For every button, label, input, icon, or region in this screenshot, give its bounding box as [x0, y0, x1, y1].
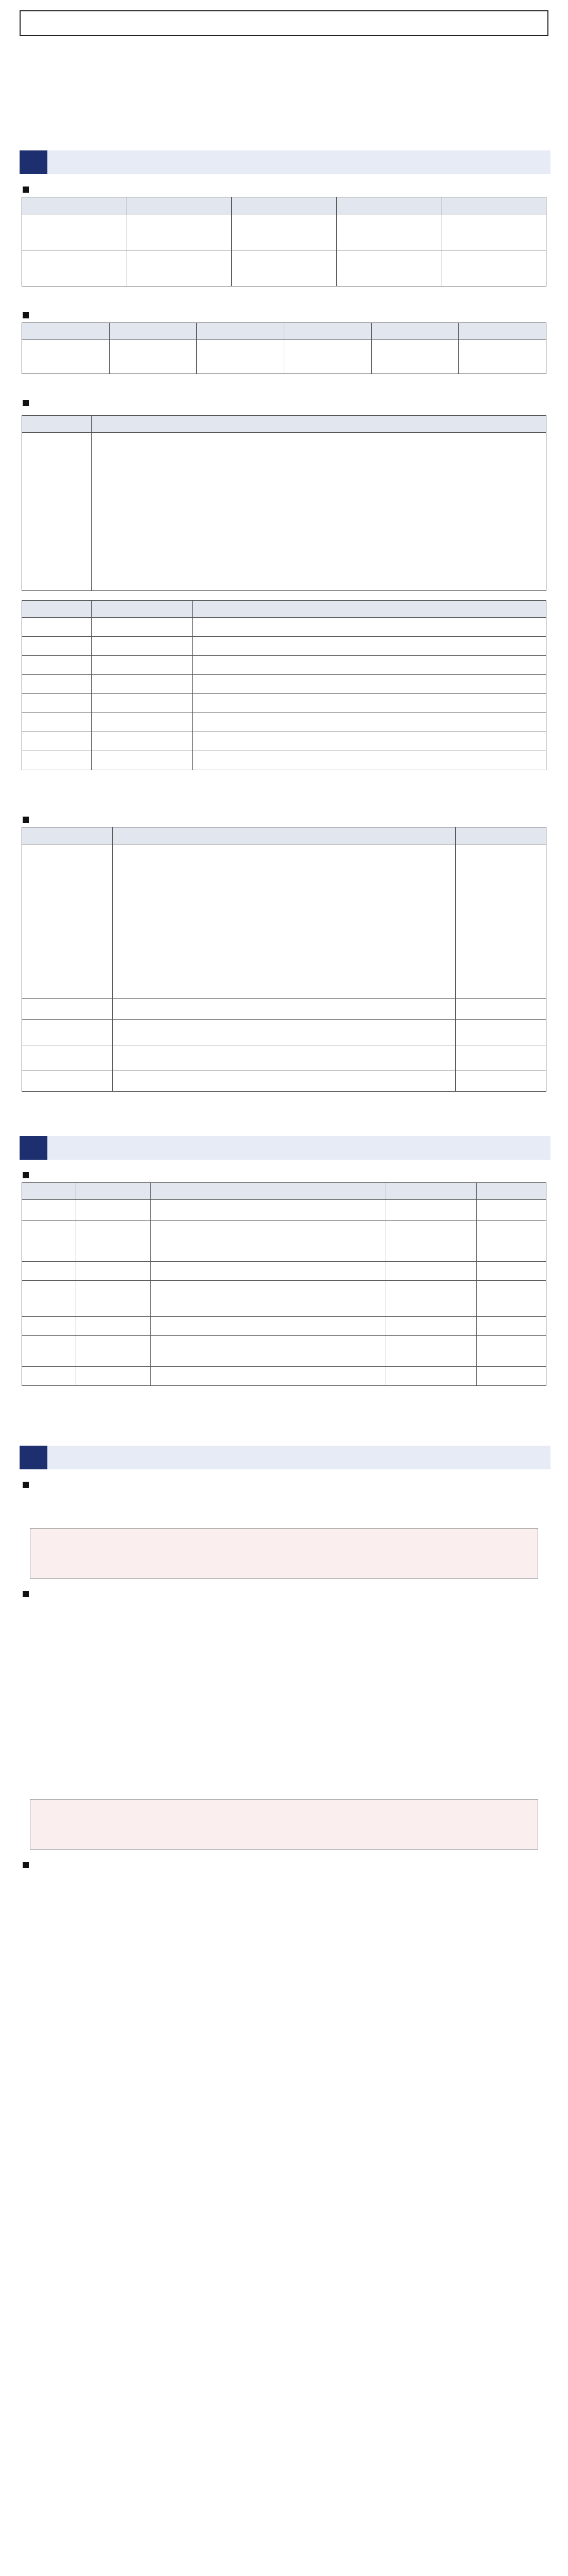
- bonus-note: [23, 1095, 545, 1105]
- list-item: [33, 1691, 535, 1706]
- table-cell: [193, 694, 546, 713]
- table-cell: [92, 751, 193, 770]
- bonus-col-1: [112, 827, 455, 844]
- table-cell: [22, 214, 127, 250]
- section-3-number: [20, 1446, 47, 1469]
- table-cell: [476, 1221, 546, 1262]
- table-cell: [386, 1336, 476, 1367]
- schedule-notes: [23, 1389, 545, 1420]
- table-cell: [476, 1336, 546, 1367]
- table-cell: [92, 675, 193, 694]
- table-cell: [112, 1071, 455, 1092]
- work-note: [23, 377, 545, 387]
- table-cell: [232, 250, 337, 286]
- work-conditions-table: [22, 323, 546, 374]
- table-row: [22, 751, 546, 770]
- table-cell: [386, 1200, 476, 1221]
- table-cell: [112, 1020, 455, 1045]
- table-cell: [76, 1367, 150, 1386]
- table-cell: [193, 713, 546, 732]
- list-item: [33, 1654, 535, 1669]
- list-item: [33, 1761, 535, 1776]
- work-col-5: [459, 323, 546, 340]
- section-1-title: [47, 150, 550, 174]
- square-bullet-icon: [23, 1482, 29, 1488]
- table-cell: [76, 1317, 150, 1336]
- table-row: [22, 433, 546, 591]
- table-cell: [371, 340, 459, 374]
- intro-paragraph: [22, 45, 546, 103]
- square-bullet-icon: [23, 1172, 29, 1178]
- table-cell: [150, 1200, 386, 1221]
- list-item: [33, 1636, 535, 1652]
- table-cell: [92, 637, 193, 656]
- schedule-subheading: [23, 1172, 550, 1178]
- section-2-number: [20, 1136, 47, 1160]
- table-cell: [22, 1071, 113, 1092]
- hiring-col-2: [232, 197, 337, 214]
- table-cell: [232, 214, 337, 250]
- list-item: [33, 1778, 535, 1794]
- table-cell: [476, 1367, 546, 1386]
- table-cell: [22, 637, 92, 656]
- table-cell: [193, 656, 546, 675]
- documents-subheading: [23, 1591, 550, 1597]
- sched-col-4: [476, 1183, 546, 1200]
- list-item: [33, 1708, 535, 1724]
- table-row: [22, 214, 546, 250]
- table-cell: [22, 713, 92, 732]
- hiring-note: [23, 290, 545, 300]
- table-cell: [456, 1071, 546, 1092]
- table-cell: [386, 1367, 476, 1386]
- table-cell: [193, 618, 546, 637]
- table-cell: [476, 1281, 546, 1317]
- table-row: [22, 675, 546, 694]
- table-cell: [22, 1221, 76, 1262]
- work-col-0: [22, 323, 110, 340]
- work-col-2: [197, 323, 284, 340]
- table-cell: [22, 751, 92, 770]
- list-item: [33, 1726, 535, 1741]
- list-item: [33, 1872, 535, 1888]
- table-cell: [22, 732, 92, 751]
- hiring-col-3: [336, 197, 441, 214]
- table-cell: [336, 214, 441, 250]
- square-bullet-icon: [23, 400, 29, 406]
- table-cell: [197, 340, 284, 374]
- apply-text: [27, 1492, 541, 1523]
- table-cell: [92, 618, 193, 637]
- sched-col-0: [22, 1183, 76, 1200]
- section-2-bar: [20, 1136, 550, 1160]
- table-row: [22, 250, 546, 286]
- table-row: [22, 656, 546, 675]
- table-row: [22, 1200, 546, 1221]
- table-cell: [92, 694, 193, 713]
- table-cell: [476, 1317, 546, 1336]
- table-cell: [456, 844, 546, 999]
- basic-col-0: [22, 416, 92, 433]
- list-item: [33, 1890, 535, 1905]
- hiring-table: [22, 197, 546, 286]
- table-row: [22, 1221, 546, 1262]
- table-cell: [456, 999, 546, 1020]
- table-cell: [456, 1020, 546, 1045]
- table-cell: [150, 1317, 386, 1336]
- table-row: [22, 1071, 546, 1092]
- table-cell: [336, 250, 441, 286]
- basic-qualification-table: [22, 415, 546, 591]
- work-col-4: [371, 323, 459, 340]
- table-cell: [127, 250, 232, 286]
- table-cell: [150, 1221, 386, 1262]
- qualification-subheading: [23, 400, 550, 406]
- table-cell: [476, 1200, 546, 1221]
- table-row: [22, 713, 546, 732]
- table-cell: [22, 433, 92, 591]
- table-cell: [22, 1317, 76, 1336]
- table-cell: [22, 1045, 113, 1071]
- list-item: [33, 1619, 535, 1634]
- square-bullet-icon: [23, 1862, 29, 1868]
- table-cell: [76, 1200, 150, 1221]
- table-row: [22, 1317, 546, 1336]
- table-row: [22, 732, 546, 751]
- table-cell: [76, 1336, 150, 1367]
- table-row: [22, 637, 546, 656]
- table-cell: [441, 250, 546, 286]
- table-row: [22, 1336, 546, 1367]
- hiring-col-4: [441, 197, 546, 214]
- table-cell: [150, 1281, 386, 1317]
- work-subheading: [23, 312, 550, 318]
- detail-col-1: [92, 601, 193, 618]
- sched-col-1: [76, 1183, 150, 1200]
- table-cell: [193, 675, 546, 694]
- table-row: [22, 1020, 546, 1045]
- square-bullet-icon: [23, 187, 29, 193]
- notice-title: [20, 10, 548, 36]
- table-cell: [112, 1045, 455, 1071]
- table-row: [22, 1262, 546, 1281]
- table-row: [22, 340, 546, 374]
- sched-col-2: [150, 1183, 386, 1200]
- list-item: [33, 1743, 535, 1759]
- hiring-col-0: [22, 197, 127, 214]
- basic-col-1: [92, 416, 546, 433]
- table-cell: [386, 1281, 476, 1317]
- table-cell: [150, 1336, 386, 1367]
- table-cell: [22, 999, 113, 1020]
- table-cell: [76, 1221, 150, 1262]
- list-item: [33, 1673, 535, 1689]
- detail-col-0: [22, 601, 92, 618]
- section-1-bar: [20, 150, 550, 174]
- table-cell: [193, 637, 546, 656]
- bonus-col-2: [456, 827, 546, 844]
- table-cell: [22, 618, 92, 637]
- table-cell: [386, 1262, 476, 1281]
- table-cell: [441, 214, 546, 250]
- bonus-subheading: [23, 817, 550, 823]
- detail-col-2: [193, 601, 546, 618]
- table-cell: [22, 1336, 76, 1367]
- etc-subheading: [23, 1862, 550, 1868]
- table-row: [22, 1367, 546, 1386]
- table-cell: [22, 1281, 76, 1317]
- table-cell: [22, 675, 92, 694]
- table-cell: [22, 844, 113, 999]
- table-row: [22, 618, 546, 637]
- table-row: [22, 844, 546, 999]
- table-cell: [22, 1020, 113, 1045]
- bonus-points-table: [22, 827, 546, 1092]
- date-signature: [18, 108, 545, 133]
- table-row: [22, 999, 546, 1020]
- list-item: [33, 1942, 535, 1958]
- table-cell: [22, 340, 110, 374]
- sched-col-3: [386, 1183, 476, 1200]
- hiring-subheading: [23, 187, 550, 193]
- table-cell: [456, 1045, 546, 1071]
- list-item: [33, 1925, 535, 1940]
- table-cell: [22, 694, 92, 713]
- table-row: [22, 694, 546, 713]
- section-3-bar: [20, 1446, 550, 1469]
- bonus-col-0: [22, 827, 113, 844]
- table-cell: [22, 1262, 76, 1281]
- list-item: [33, 1907, 535, 1923]
- table-cell: [284, 340, 371, 374]
- hiring-col-1: [127, 197, 232, 214]
- table-cell: [92, 656, 193, 675]
- section-3-title: [47, 1446, 550, 1469]
- table-cell: [150, 1367, 386, 1386]
- list-item: [33, 1960, 535, 1975]
- list-item: [33, 1601, 535, 1617]
- table-cell: [386, 1317, 476, 1336]
- work-col-3: [284, 323, 371, 340]
- detail-qualification-table: [22, 600, 546, 770]
- table-cell: [150, 1262, 386, 1281]
- table-cell: [193, 732, 546, 751]
- table-cell: [92, 433, 546, 591]
- section-1-number: [20, 150, 47, 174]
- table-cell: [193, 751, 546, 770]
- list-item: [33, 1977, 535, 1993]
- apply-subheading: [23, 1482, 550, 1488]
- table-cell: [92, 713, 193, 732]
- detail-notes: [23, 773, 545, 804]
- table-cell: [92, 732, 193, 751]
- table-cell: [109, 340, 197, 374]
- apply-caution-box: [30, 1528, 538, 1579]
- table-cell: [22, 1200, 76, 1221]
- table-cell: [76, 1262, 150, 1281]
- table-row: [22, 1281, 546, 1317]
- work-col-1: [109, 323, 197, 340]
- table-cell: [22, 656, 92, 675]
- table-cell: [112, 999, 455, 1020]
- table-cell: [112, 844, 455, 999]
- table-cell: [476, 1262, 546, 1281]
- section-2-title: [47, 1136, 550, 1160]
- square-bullet-icon: [23, 817, 29, 823]
- table-cell: [127, 214, 232, 250]
- table-cell: [459, 340, 546, 374]
- table-cell: [22, 1367, 76, 1386]
- square-bullet-icon: [23, 312, 29, 318]
- documents-caution-box: [30, 1799, 538, 1850]
- table-cell: [22, 250, 127, 286]
- schedule-table: [22, 1182, 546, 1386]
- table-cell: [386, 1221, 476, 1262]
- table-cell: [76, 1281, 150, 1317]
- square-bullet-icon: [23, 1591, 29, 1597]
- table-row: [22, 1045, 546, 1071]
